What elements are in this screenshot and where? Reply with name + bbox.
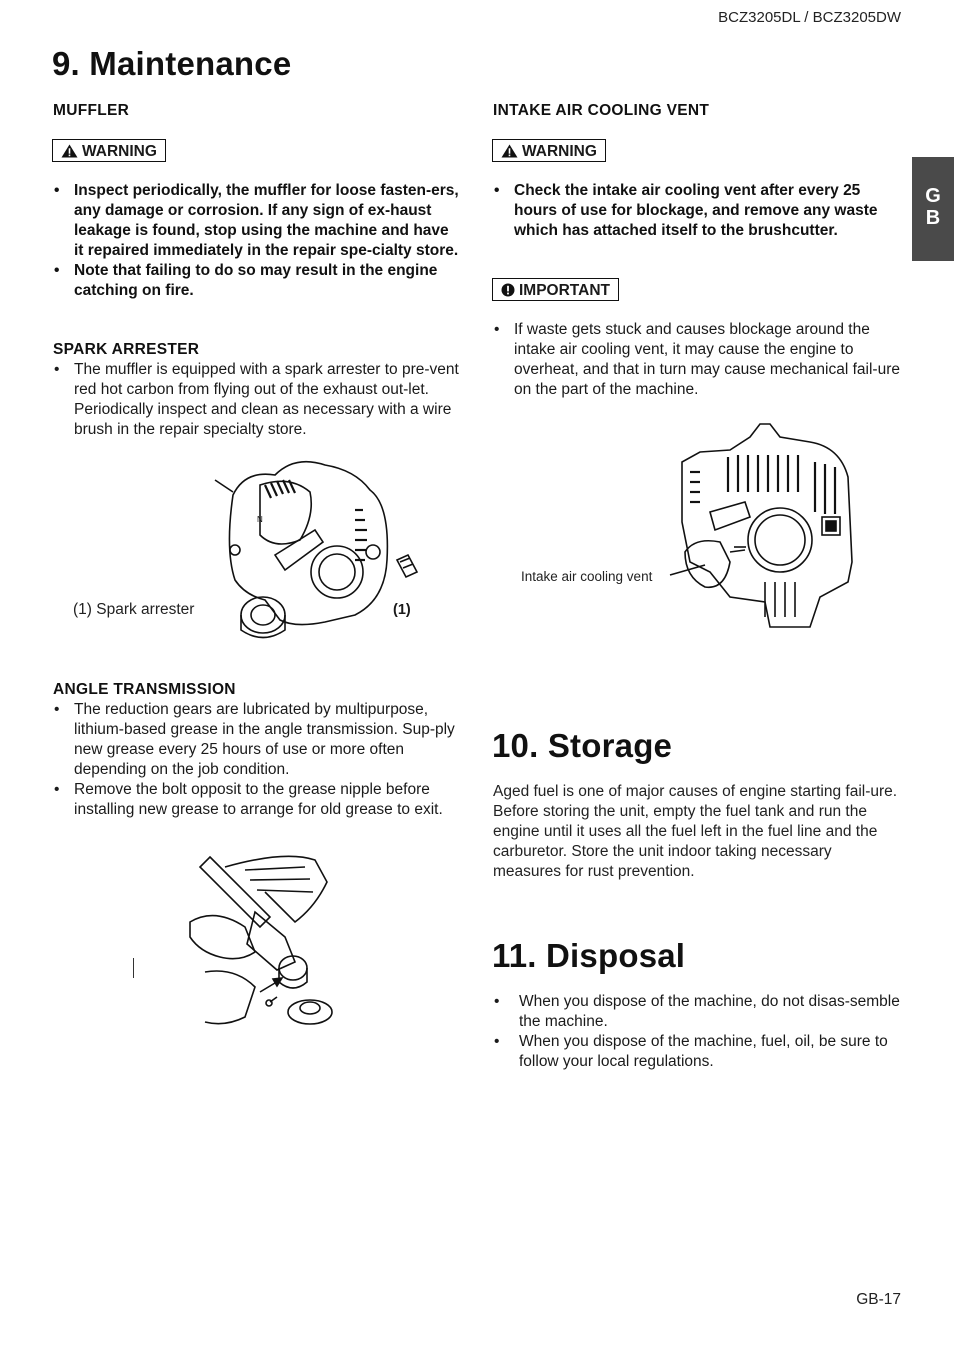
- language-tab: [912, 157, 954, 261]
- intake-vent-illustration: [670, 422, 860, 632]
- list-item: • Inspect periodically, the muffler for loose fasten-ers, any damage or corrosion. If any sign of ex-haust leakage is found, stop using the machine and have it repaired immediately in the repair spe-cialty store.: [53, 181, 461, 261]
- maintenance-title: 9. Maintenance: [52, 45, 292, 82]
- svg-text:N: N: [257, 515, 263, 524]
- language-tab-line2: B: [925, 207, 941, 229]
- spark-arrester-callout: (1): [393, 602, 411, 618]
- intake-warning-box: [492, 139, 606, 162]
- divider: [133, 958, 134, 978]
- list-item: • Note that failing to do so may result in the engine catching on fire.: [53, 261, 461, 301]
- list-item: • The muffler is equipped with a spark arrester to pre-vent red hot carbon from flying out of the exhaust out-let. Periodically inspect and clean as necessary with a wire brush in the repair specialty store.: [53, 360, 461, 440]
- list-item: • When you dispose of the machine, do not disas-semble the machine.: [493, 992, 901, 1032]
- angle-transmission-list: [53, 700, 461, 820]
- muffler-heading: MUFFLER: [53, 102, 130, 119]
- intake-warning-list: [493, 181, 901, 241]
- intake-important-box: [492, 278, 619, 301]
- muffler-warning-box: [52, 139, 166, 162]
- warning-icon: [501, 144, 518, 158]
- list-item: • The reduction gears are lubricated by multipurpose, lithium-based grease in the angle transmission. Sup-ply new grease every 25 hours of use or more often depending on the job condition.: [53, 700, 461, 780]
- list-item: • If waste gets stuck and causes blockage around the intake air cooling vent, it may cause the engine to overheat, and that in turn may cause mechanical fail-ure on the part of the machine.: [493, 320, 901, 400]
- storage-text: Aged fuel is one of major causes of engine starting fail-ure. Before storing the unit, empty the fuel tank and run the engine until it uses all the fuel left in the fuel line and the carburetor. Store the unit indoor taking necessary measures for rust prevention.: [493, 783, 898, 880]
- angle-transmission-heading: ANGLE TRANSMISSION: [53, 681, 236, 698]
- list-item: • Remove the bolt opposit to the grease nipple before installing new grease to arrange for old grease to exit.: [53, 780, 461, 820]
- intake-vent-label: Intake air cooling vent: [521, 569, 653, 584]
- list-item: • Check the intake air cooling vent after every 25 hours of use for blockage, and remove any waste which has attached itself to the brushcutter.: [493, 181, 901, 241]
- warning-icon: [61, 144, 78, 158]
- angle-transmission-illustration: [185, 852, 345, 1032]
- language-tab-line1: G: [925, 185, 941, 207]
- intake-warning-label: WARNING: [522, 143, 597, 160]
- list-item: • When you dispose of the machine, fuel, oil, be sure to follow your local regulations.: [493, 1032, 901, 1072]
- model-number: BCZ3205DL / BCZ3205DW: [718, 9, 901, 26]
- page-number: GB-17: [856, 1291, 901, 1308]
- muffler-warning-list: [53, 181, 461, 301]
- important-icon: [501, 283, 515, 297]
- muffler-warning-label: WARNING: [82, 143, 157, 160]
- storage-title: 10. Storage: [492, 727, 673, 764]
- intake-vent-heading: INTAKE AIR COOLING VENT: [493, 102, 710, 119]
- intake-important-list: [493, 320, 901, 400]
- spark-arrester-list: [53, 360, 461, 440]
- disposal-list: [493, 992, 901, 1072]
- intake-important-label: IMPORTANT: [519, 282, 610, 299]
- spark-arrester-heading: SPARK ARRESTER: [53, 341, 200, 358]
- disposal-title: 11. Disposal: [492, 937, 686, 974]
- spark-arrester-caption: (1) Spark arrester: [73, 601, 195, 618]
